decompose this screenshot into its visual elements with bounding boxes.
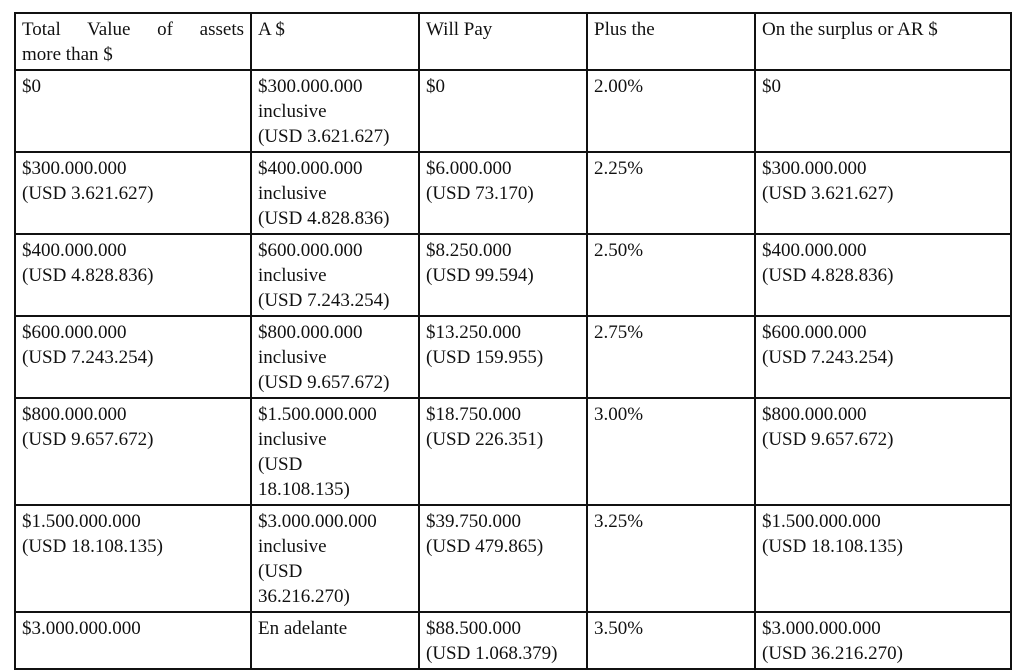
cell-line: (USD 9.657.672) [22, 429, 154, 450]
cell-line: $3.000.000.000 [258, 511, 377, 532]
cell-line: $8.250.000 [426, 240, 512, 261]
total-value-cell [15, 316, 251, 398]
surplus-cell [755, 612, 1011, 669]
asset-tax-table [14, 12, 1012, 670]
will-pay-cell [419, 398, 587, 505]
cell-line: inclusive [258, 429, 327, 450]
cell-line: inclusive [258, 183, 327, 204]
cell-line: $400.000.000 [258, 158, 363, 179]
cell-line: (USD 159.955) [426, 347, 544, 368]
cell-line: (USD 3.621.627) [22, 183, 154, 204]
cell-line: $1.500.000.000 [762, 511, 881, 532]
header-surplus-cell [755, 13, 1011, 70]
cell-line: inclusive [258, 101, 327, 122]
total-value-cell [15, 505, 251, 612]
cell-line: inclusive [258, 265, 327, 286]
upper-bound-cell [251, 316, 419, 398]
upper-bound-cell [251, 234, 419, 316]
table-row [15, 152, 1011, 234]
cell-line: 3.50% [594, 618, 644, 639]
cell-line: $18.750.000 [426, 404, 521, 425]
cell-line: $600.000.000 [258, 240, 363, 261]
cell-line: (USD 3.621.627) [762, 183, 894, 204]
cell-line: $39.750.000 [426, 511, 521, 532]
total-value-cell [15, 234, 251, 316]
cell-line: (USD [258, 561, 303, 582]
surplus-cell [755, 505, 1011, 612]
table-row [15, 234, 1011, 316]
cell-line: $400.000.000 [762, 240, 867, 261]
cell-line: (USD [258, 454, 303, 475]
total-value-cell [15, 398, 251, 505]
cell-line: $0 [426, 76, 445, 97]
cell-line: $1.500.000.000 [22, 511, 141, 532]
total-value-cell [15, 70, 251, 152]
cell-line: (USD 4.828.836) [762, 265, 894, 286]
header-surplus-label: On the surplus or AR $ [762, 19, 938, 40]
cell-line: $800.000.000 [22, 404, 127, 425]
cell-line: En adelante [258, 618, 348, 639]
upper-bound-cell [251, 505, 419, 612]
surplus-cell [755, 152, 1011, 234]
cell-line: inclusive [258, 347, 327, 368]
table-row [15, 70, 1011, 152]
cell-line: 2.00% [594, 76, 644, 97]
upper-bound-cell [251, 70, 419, 152]
will-pay-cell [419, 234, 587, 316]
cell-line: (USD 7.243.254) [762, 347, 894, 368]
table-row [15, 398, 1011, 505]
cell-line: (USD 36.216.270) [762, 643, 903, 664]
cell-line: $800.000.000 [762, 404, 867, 425]
cell-line: (USD 4.828.836) [22, 265, 154, 286]
table-row [15, 612, 1011, 669]
cell-line: $300.000.000 [22, 158, 127, 179]
upper-bound-cell [251, 612, 419, 669]
header-total-value-line-2: more than $ [22, 44, 113, 65]
cell-line: (USD 3.621.627) [258, 126, 390, 147]
rate-cell [587, 70, 755, 152]
header-plus-the-cell [587, 13, 755, 70]
cell-line: $300.000.000 [762, 158, 867, 179]
cell-line: inclusive [258, 536, 327, 557]
cell-line: (USD 1.068.379) [426, 643, 558, 664]
cell-line: $88.500.000 [426, 618, 521, 639]
surplus-cell [755, 316, 1011, 398]
header-total-value-line-1: Total Value of assets [22, 19, 244, 40]
total-value-cell [15, 152, 251, 234]
cell-line: 2.75% [594, 322, 644, 343]
cell-line: (USD 9.657.672) [762, 429, 894, 450]
cell-line: (USD 226.351) [426, 429, 544, 450]
surplus-cell [755, 234, 1011, 316]
cell-line: $6.000.000 [426, 158, 512, 179]
cell-line: (USD 7.243.254) [258, 290, 390, 311]
table-header-row [15, 13, 1011, 70]
cell-line: $3.000.000.000 [762, 618, 881, 639]
cell-line: (USD 4.828.836) [258, 208, 390, 229]
header-plus-the-label: Plus the [594, 19, 655, 40]
cell-line: $13.250.000 [426, 322, 521, 343]
will-pay-cell [419, 70, 587, 152]
will-pay-cell [419, 612, 587, 669]
cell-line: $600.000.000 [22, 322, 127, 343]
total-value-cell [15, 612, 251, 669]
rate-cell [587, 152, 755, 234]
cell-line: 18.108.135) [258, 479, 350, 500]
rate-cell [587, 612, 755, 669]
cell-line: (USD 7.243.254) [22, 347, 154, 368]
table-row [15, 505, 1011, 612]
cell-line: (USD 99.594) [426, 265, 534, 286]
cell-line: $800.000.000 [258, 322, 363, 343]
header-a-label: A $ [258, 19, 285, 40]
cell-line: 2.50% [594, 240, 644, 261]
header-will-pay-label: Will Pay [426, 19, 493, 40]
table-row [15, 316, 1011, 398]
rate-cell [587, 505, 755, 612]
header-will-pay-cell [419, 13, 587, 70]
surplus-cell [755, 398, 1011, 505]
cell-line: (USD 9.657.672) [258, 372, 390, 393]
header-a-cell [251, 13, 419, 70]
surplus-cell [755, 70, 1011, 152]
cell-line: $3.000.000.000 [22, 618, 141, 639]
upper-bound-cell [251, 398, 419, 505]
cell-line: 2.25% [594, 158, 644, 179]
rate-cell [587, 316, 755, 398]
cell-line: (USD 18.108.135) [22, 536, 163, 557]
cell-line: (USD 18.108.135) [762, 536, 903, 557]
will-pay-cell [419, 152, 587, 234]
upper-bound-cell [251, 152, 419, 234]
cell-line: $400.000.000 [22, 240, 127, 261]
cell-line: $600.000.000 [762, 322, 867, 343]
cell-line: (USD 73.170) [426, 183, 534, 204]
cell-line: 36.216.270) [258, 586, 350, 607]
will-pay-cell [419, 316, 587, 398]
cell-line: $0 [762, 76, 781, 97]
cell-line: $0 [22, 76, 41, 97]
cell-line: 3.25% [594, 511, 644, 532]
cell-line: $300.000.000 [258, 76, 363, 97]
cell-line: 3.00% [594, 404, 644, 425]
header-total-value-cell [15, 13, 251, 70]
rate-cell [587, 234, 755, 316]
cell-line: $1.500.000.000 [258, 404, 377, 425]
rate-cell [587, 398, 755, 505]
will-pay-cell [419, 505, 587, 612]
cell-line: (USD 479.865) [426, 536, 544, 557]
